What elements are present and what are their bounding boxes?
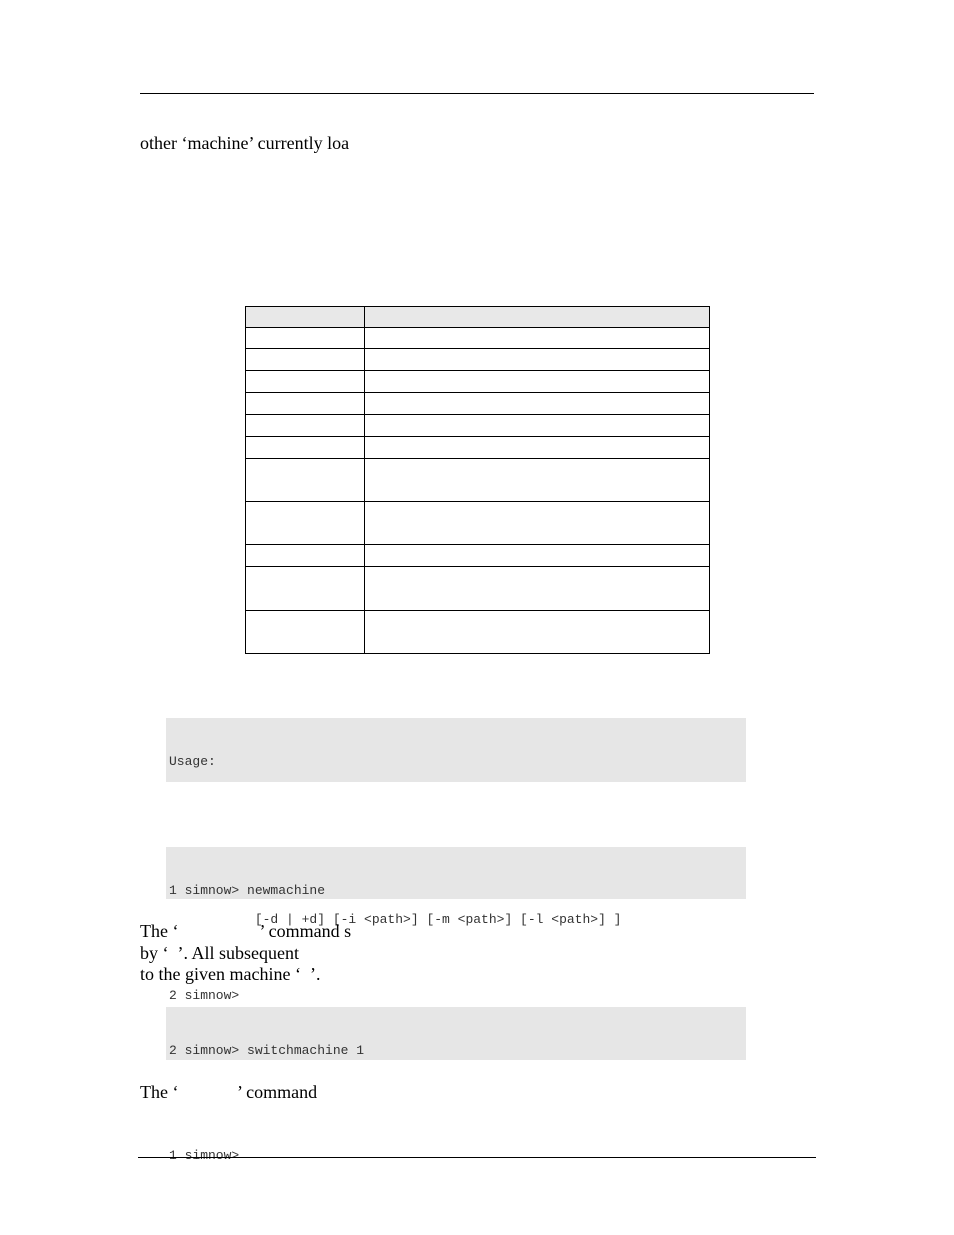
option-cell — [246, 567, 365, 611]
option-cell — [246, 349, 365, 371]
option-cell — [246, 328, 365, 349]
paragraph-bottom: The ‘ ’ command — [140, 1082, 318, 1102]
switch-paragraph-line-1: The ‘ ’ command s — [140, 921, 352, 941]
header-rule — [140, 93, 814, 94]
table-row — [246, 567, 710, 611]
description-cell — [365, 393, 710, 415]
switch-paragraph-line-3: to the given machine ‘ ’. — [140, 964, 321, 984]
table-row — [246, 328, 710, 349]
table-row — [246, 611, 710, 654]
code-line: Usage: — [169, 754, 216, 769]
option-cell — [246, 545, 365, 567]
option-cell — [246, 393, 365, 415]
option-cell — [246, 611, 365, 654]
paragraph-top: other ‘machine’ currently loa — [140, 133, 350, 153]
footer-rule — [138, 1157, 816, 1158]
description-cell — [365, 567, 710, 611]
description-cell — [365, 349, 710, 371]
table-row — [246, 415, 710, 437]
table-row — [246, 437, 710, 459]
description-cell — [365, 415, 710, 437]
description-cell — [365, 545, 710, 567]
option-cell — [246, 307, 365, 328]
description-cell — [365, 328, 710, 349]
switch-paragraph-line-2: by ‘ ’. All subsequent — [140, 943, 299, 963]
table-row — [246, 459, 710, 502]
option-cell — [246, 371, 365, 393]
description-cell — [365, 459, 710, 502]
code-line: 1 simnow> newmachine — [169, 883, 326, 898]
option-cell — [246, 437, 365, 459]
table-header-row — [246, 307, 710, 328]
option-cell — [246, 459, 365, 502]
table-row — [246, 393, 710, 415]
option-cell — [246, 415, 365, 437]
code-line: [-d | +d] [-i <path>] [-m <path>] [-l <path>] ] — [169, 911, 622, 927]
description-cell — [365, 611, 710, 654]
table-row — [246, 371, 710, 393]
code-line: 2 simnow> — [169, 988, 240, 1003]
table-row — [246, 545, 710, 567]
option-cell — [246, 502, 365, 545]
code-line: 1 simnow> — [169, 1148, 240, 1163]
table-row — [246, 349, 710, 371]
options-table — [245, 306, 710, 654]
description-cell — [365, 371, 710, 393]
description-cell — [365, 307, 710, 328]
description-cell — [365, 502, 710, 545]
code-line — [169, 806, 746, 824]
table-row — [246, 502, 710, 545]
code-line: 2 simnow> switchmachine 1 — [169, 1043, 365, 1058]
description-cell — [365, 437, 710, 459]
